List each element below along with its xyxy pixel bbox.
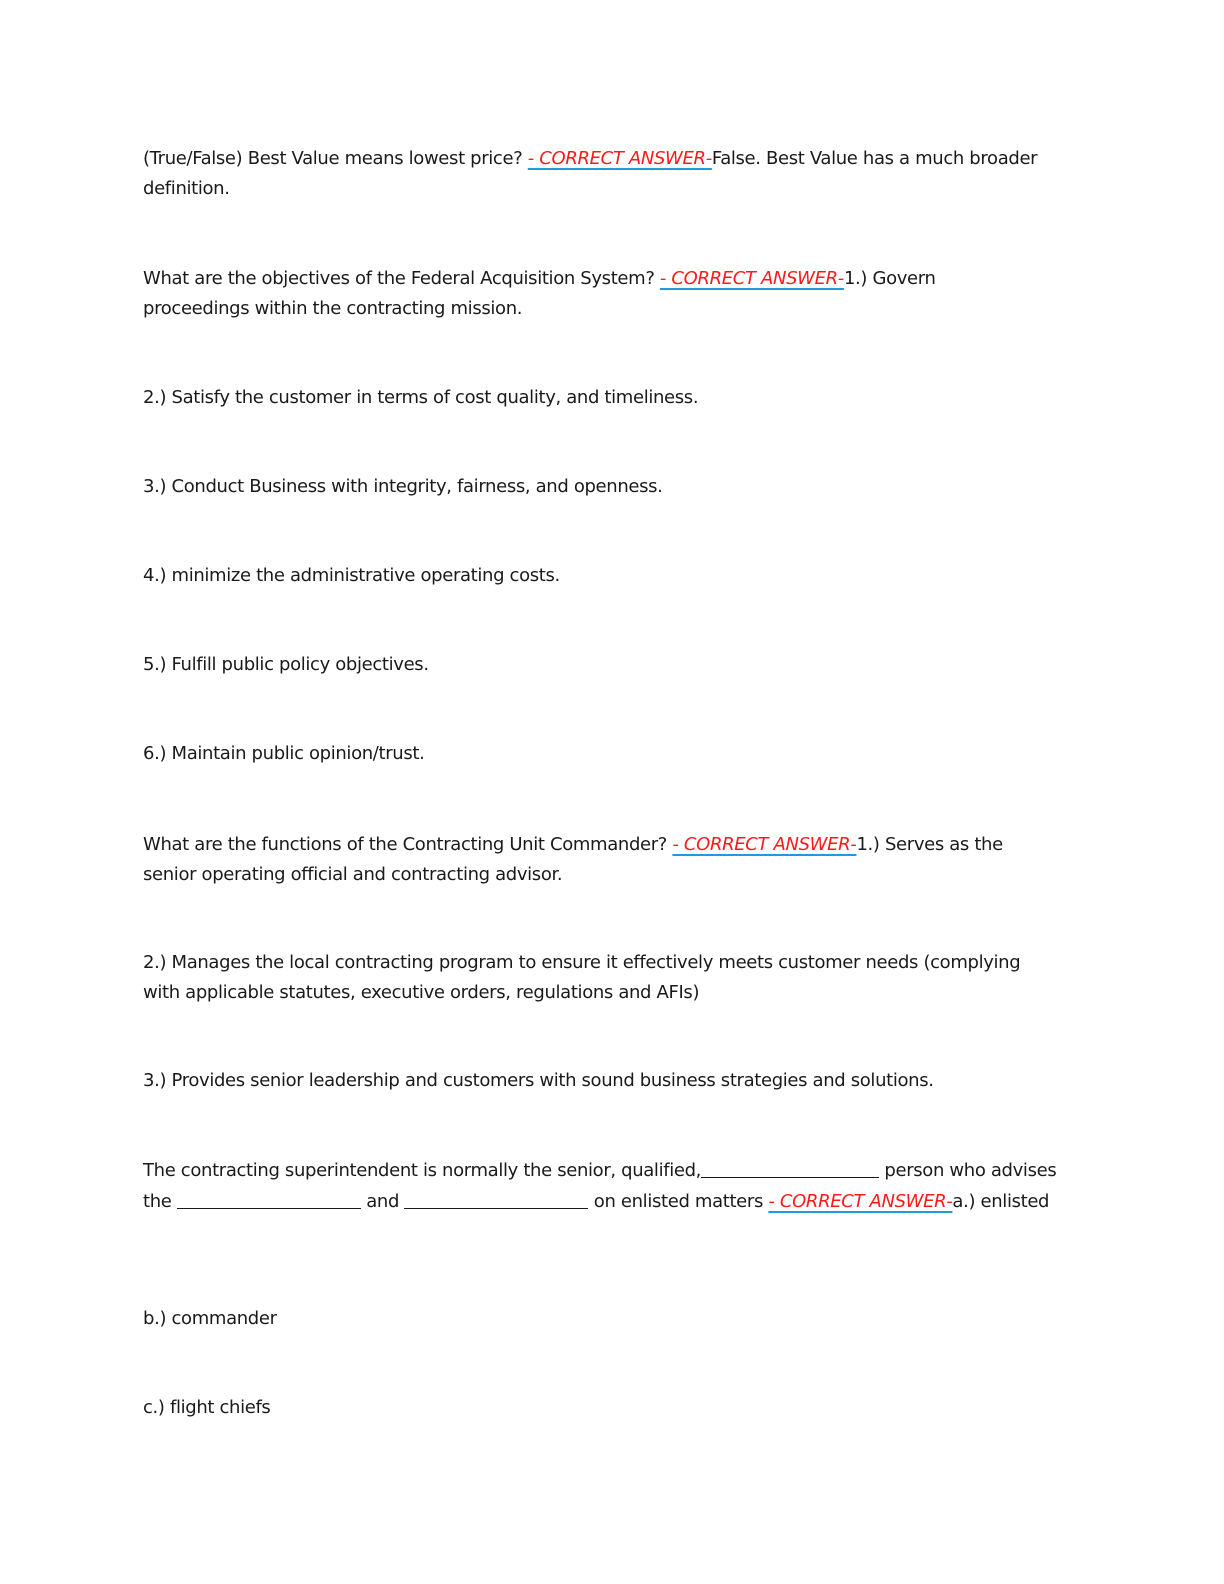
question-text: What are the functions of the Contracting Unit Commander? [143,834,673,855]
list-item: c.) flight chiefs [143,1397,271,1418]
fill-in-blank [404,1188,588,1209]
list-item: 6.) Maintain public opinion/trust. [143,743,425,764]
fill-in-blank [701,1157,879,1178]
list-item: b.) commander [143,1308,277,1329]
fill-in-blank [177,1188,361,1209]
qa-best-value [143,144,1083,204]
question-text: and [360,1191,405,1212]
list-item: 3.) Conduct Business with integrity, fairness, and openness. [143,476,663,497]
qa-superintendent [143,1155,1078,1217]
question-text: (True/False) Best Value means lowest price? [143,148,528,169]
correct-answer-tag: - CORRECT ANSWER- [672,834,857,855]
correct-answer-tag: - CORRECT ANSWER- [659,268,844,289]
list-item: 2.) Satisfy the customer in terms of cost quality, and timeliness. [143,387,699,408]
qa-acquisition-objectives [143,264,973,324]
answer-text: 1.) Serves as the senior operating official and contracting advisor. [143,834,1003,885]
question-text: What are the objectives of the Federal Acquisition System? [143,268,660,289]
list-item: 5.) Fulfill public policy objectives. [143,654,429,675]
question-text: The contracting superintendent is normally the senior, qualified, [143,1160,702,1181]
qa-commander-functions [143,830,1043,890]
list-item: 2.) Manages the local contracting program to ensure it effectively meets customer needs (complying with applicable statutes, executive orders, regulations and AFIs) [143,952,1021,1003]
list-item: 4.) minimize the administrative operating costs. [143,565,560,586]
answer-text: False. Best Value has a much broader definition. [143,148,1038,199]
correct-answer-tag: - CORRECT ANSWER- [527,148,712,169]
question-text: on enlisted matters [588,1191,769,1212]
answer-text: 1.) Govern proceedings within the contracting mission. [143,268,936,319]
question-text: person who advises the [143,1160,1057,1212]
correct-answer-tag: - CORRECT ANSWER- [768,1191,953,1212]
list-item: 3.) Provides senior leadership and customers with sound business strategies and solutions. [143,1070,934,1091]
answer-text: a.) enlisted [952,1191,1050,1212]
